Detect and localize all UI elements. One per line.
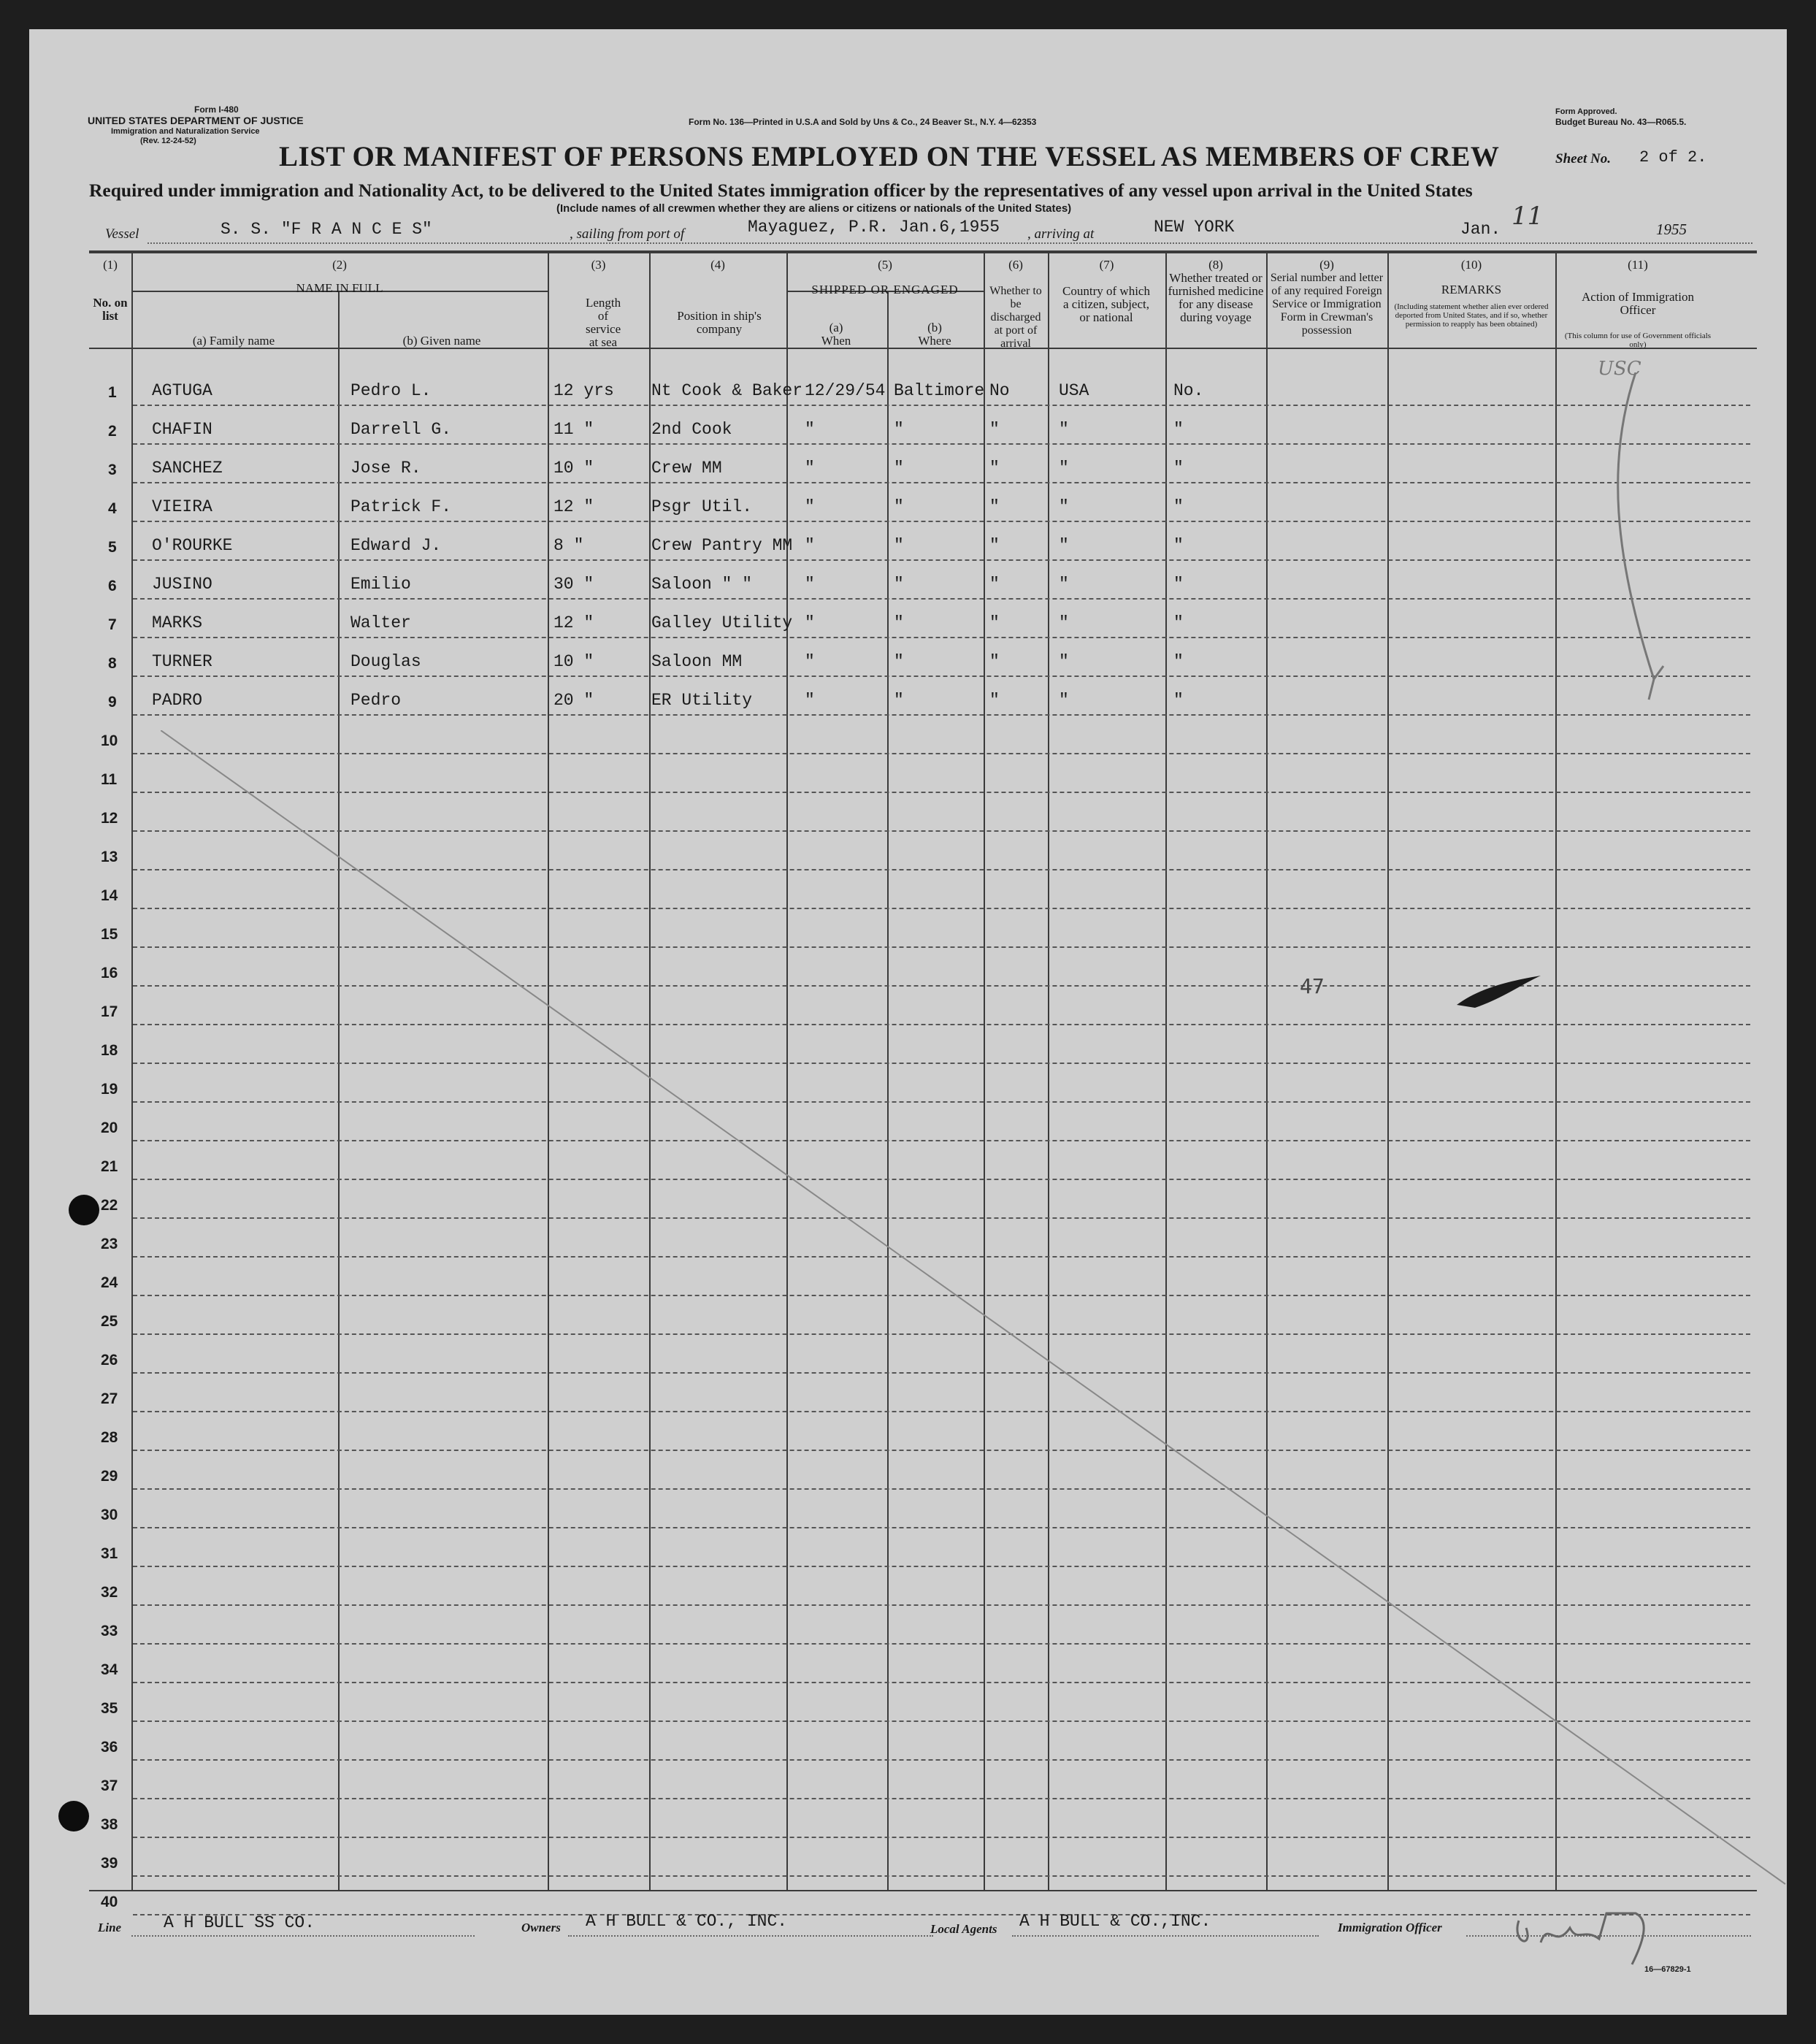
cell-country: "	[1059, 691, 1069, 710]
page-title: LIST OR MANIFEST OF PERSONS EMPLOYED ON THE VESSEL AS MEMBERS OF CREW	[279, 141, 1500, 172]
row-number: 3	[108, 462, 117, 478]
arrival-year: 1955	[1656, 221, 1687, 238]
cell-discharged: "	[989, 613, 1000, 632]
cell-treated: "	[1173, 420, 1184, 439]
row-number: 38	[101, 1816, 118, 1833]
row-line	[133, 559, 1750, 561]
cell-position: Galley Utility	[651, 613, 793, 632]
vessel-underline	[147, 242, 1752, 244]
cell-shipped-when: "	[805, 652, 815, 671]
owners-label: Owners	[521, 1921, 561, 1934]
col6-number: (6)	[1008, 258, 1023, 272]
cell-shipped-when: "	[805, 497, 815, 516]
cell-discharged: "	[989, 536, 1000, 555]
cell-length-of-service: 11 "	[553, 420, 594, 439]
cell-treated: "	[1173, 652, 1184, 671]
officer-label: Immigration Officer	[1338, 1921, 1442, 1934]
budget-bureau: Budget Bureau No. 43—R065.5.	[1555, 117, 1687, 127]
cell-discharged: "	[989, 691, 1000, 710]
row-number: 1	[108, 384, 117, 401]
cell-family-name: MARKS	[152, 613, 203, 632]
cell-shipped-when: 12/29/54	[805, 381, 886, 400]
col10-header: REMARKS	[1441, 283, 1502, 296]
row-number: 20	[101, 1119, 118, 1136]
row-number: 17	[101, 1003, 118, 1020]
row-number: 15	[101, 926, 118, 943]
row-number: 11	[101, 771, 118, 788]
row-line	[133, 598, 1750, 600]
punch-hole	[69, 1195, 99, 1225]
cell-position: 2nd Cook	[651, 420, 732, 439]
row-number: 37	[101, 1777, 118, 1794]
cell-shipped-when: "	[805, 420, 815, 439]
row-number: 6	[108, 578, 117, 594]
table-top-rule	[89, 250, 1757, 253]
cell-discharged: "	[989, 420, 1000, 439]
row-number: 23	[101, 1236, 118, 1252]
row-number: 21	[101, 1158, 118, 1175]
cell-country: "	[1059, 497, 1069, 516]
sailing-label: , sailing from port of	[570, 226, 685, 242]
row-line	[133, 675, 1750, 677]
cell-position: Crew Pantry MM	[651, 536, 793, 555]
sheet-label: Sheet No.	[1555, 151, 1611, 166]
col2-number: (2)	[332, 258, 347, 272]
row-number: 16	[101, 965, 118, 981]
cell-treated: "	[1173, 497, 1184, 516]
col3-header: Length of service at sea	[586, 296, 621, 349]
cell-family-name: AGTUGA	[152, 381, 212, 400]
cell-family-name: CHAFIN	[152, 420, 212, 439]
cell-length-of-service: 12 yrs	[553, 381, 614, 400]
cell-discharged: "	[989, 652, 1000, 671]
row-line	[133, 521, 1750, 522]
cell-shipped-where: "	[894, 691, 904, 710]
cell-country: "	[1059, 459, 1069, 478]
col3-number: (3)	[591, 258, 606, 272]
cell-length-of-service: 20 "	[553, 691, 594, 710]
cell-country: "	[1059, 575, 1069, 594]
cell-given-name: Douglas	[350, 652, 421, 671]
cell-length-of-service: 10 "	[553, 459, 594, 478]
cell-family-name: SANCHEZ	[152, 459, 223, 478]
vessel-label: Vessel	[105, 226, 139, 242]
col11-note: (This column for use of Government officials only)	[1564, 332, 1712, 349]
cell-country: "	[1059, 420, 1069, 439]
row-number: 34	[101, 1661, 118, 1678]
cell-treated: "	[1173, 536, 1184, 555]
cell-given-name: Jose R.	[350, 459, 421, 478]
cell-given-name: Edward J.	[350, 536, 442, 555]
count-annotation: 47	[1300, 974, 1325, 998]
cell-given-name: Emilio	[350, 575, 411, 594]
col4-number: (4)	[710, 258, 725, 272]
agents-value: A H BULL & CO.,INC.	[1019, 1912, 1211, 1931]
col4-header: Position in ship's company	[677, 309, 762, 336]
cell-shipped-where: "	[894, 613, 904, 632]
cell-position: ER Utility	[651, 691, 753, 710]
row-number: 18	[101, 1042, 118, 1059]
cell-country: "	[1059, 613, 1069, 632]
sailing-value: Mayaguez, P.R. Jan.6,1955	[748, 218, 1000, 237]
col10-number: (10)	[1460, 258, 1482, 272]
cell-treated: "	[1173, 459, 1184, 478]
cell-length-of-service: 12 "	[553, 613, 594, 632]
cell-discharged: No	[989, 381, 1010, 400]
col9-header: Serial number and letter of any required Foreign Service or Immigration Form in Crewman's possession	[1270, 272, 1384, 337]
cell-shipped-where: "	[894, 575, 904, 594]
ink-blot	[1453, 970, 1548, 1014]
col2-header: NAME IN FULL	[296, 281, 383, 295]
cell-position: Saloon MM	[651, 652, 743, 671]
cell-discharged: "	[989, 459, 1000, 478]
row-number: 26	[101, 1352, 118, 1369]
row-number: 2	[108, 423, 117, 440]
cell-treated: "	[1173, 691, 1184, 710]
row-number: 36	[101, 1739, 118, 1756]
col6-header: Whether to be discharged at port of arrival	[989, 285, 1042, 350]
row-number: 5	[108, 539, 117, 556]
bracket-mark	[1592, 372, 1679, 738]
row-number: 35	[101, 1700, 118, 1717]
row-number: 4	[108, 500, 117, 517]
owners-value: A H BULL & CO., INC.	[586, 1912, 788, 1931]
cell-shipped-where: "	[894, 652, 904, 671]
col1-header: No. on list	[93, 296, 128, 323]
cell-treated: "	[1173, 575, 1184, 594]
row-number: 30	[101, 1507, 118, 1523]
cell-shipped-when: "	[805, 691, 815, 710]
row-number: 9	[108, 694, 117, 711]
cell-shipped-where: "	[894, 459, 904, 478]
cell-shipped-when: "	[805, 536, 815, 555]
col7-header: Country of which a citizen, subject, or national	[1062, 284, 1150, 324]
cell-position: Nt Cook & Baker	[651, 381, 803, 400]
row-number: 33	[101, 1623, 118, 1639]
cell-length-of-service: 12 "	[553, 497, 594, 516]
col-line	[131, 252, 133, 1891]
form-number: Form I-480	[194, 104, 239, 115]
cell-given-name: Walter	[350, 613, 411, 632]
manifest-page	[29, 29, 1787, 2015]
cell-country: USA	[1059, 381, 1089, 400]
line-underline	[131, 1935, 475, 1937]
row-number: 12	[101, 810, 118, 827]
col11-header: Action of Immigration Officer	[1582, 290, 1694, 317]
row-line	[133, 443, 1750, 445]
agents-underline	[1012, 1935, 1319, 1937]
row-line	[133, 405, 1750, 406]
form-approved: Form Approved.	[1555, 107, 1617, 116]
diagonal-pencil-line	[161, 730, 1789, 1891]
page-subtitle: Required under immigration and Nationality Act, to be delivered to the United States immigration officer by the representatives of any vessel upon arrival in the United States	[89, 180, 1473, 201]
cell-treated: "	[1173, 613, 1184, 632]
line-label: Line	[98, 1921, 122, 1934]
cell-length-of-service: 10 "	[553, 652, 594, 671]
cell-length-of-service: 8 "	[553, 536, 584, 555]
col5a-header: (a) When	[821, 321, 851, 348]
col10-note: (Including statement whether alien ever ordered deported from United States, and if so, whether permission to reapply has been obtained)	[1394, 302, 1549, 329]
col9-number: (9)	[1319, 258, 1334, 272]
cell-given-name: Darrell G.	[350, 420, 452, 439]
row-number: 22	[101, 1197, 118, 1214]
col8-header: Whether treated or furnished medicine for any disease during voyage	[1168, 271, 1264, 324]
row-number: 8	[108, 655, 117, 672]
row-number: 19	[101, 1081, 118, 1098]
col5-header: SHIPPED OR ENGAGED	[811, 283, 959, 296]
col2b-header: (b) Given name	[402, 334, 481, 348]
row-number: 31	[101, 1545, 118, 1562]
form-code: 16—67829-1	[1644, 1965, 1691, 1974]
cell-shipped-when: "	[805, 613, 815, 632]
col5b-header: (b) Where	[918, 321, 951, 348]
row-number: 29	[101, 1468, 118, 1485]
row-number: 13	[101, 849, 118, 865]
row-number: 28	[101, 1429, 118, 1446]
usc-annotation: USC	[1598, 358, 1641, 380]
punch-hole	[58, 1801, 89, 1831]
col11-number: (11)	[1628, 258, 1648, 272]
row-number: 10	[101, 732, 118, 749]
row-number: 25	[101, 1313, 118, 1330]
row-number: 24	[101, 1274, 118, 1291]
cell-treated: No.	[1173, 381, 1204, 400]
arriving-label: , arriving at	[1027, 226, 1095, 242]
cell-shipped-when: "	[805, 459, 815, 478]
page-note: (Include names of all crewmen whether they are aliens or citizens or nationals of the United States)	[556, 202, 1072, 215]
cell-family-name: JUSINO	[152, 575, 212, 594]
cell-family-name: TURNER	[152, 652, 212, 671]
col8-number: (8)	[1208, 258, 1223, 272]
cell-country: "	[1059, 536, 1069, 555]
service-name: Immigration and Naturalization Service	[111, 127, 260, 136]
cell-discharged: "	[989, 575, 1000, 594]
revision: (Rev. 12-24-52)	[140, 137, 196, 145]
cell-position: Saloon " "	[651, 575, 753, 594]
cell-given-name: Pedro L.	[350, 381, 432, 400]
printer-line: Form No. 136—Printed in U.S.A and Sold by Uns & Co., 24 Beaver St., N.Y. 4—62353	[689, 117, 1037, 127]
row-number: 14	[101, 887, 118, 904]
row-line	[133, 637, 1750, 638]
cell-family-name: VIEIRA	[152, 497, 212, 516]
department-name: UNITED STATES DEPARTMENT OF JUSTICE	[88, 115, 304, 126]
row-number: 39	[101, 1855, 118, 1872]
row-number: 27	[101, 1390, 118, 1407]
col5-number: (5)	[878, 258, 892, 272]
row-number: 7	[108, 616, 117, 633]
agents-label: Local Agents	[930, 1922, 997, 1936]
owners-underline	[568, 1935, 933, 1937]
cell-position: Psgr Util.	[651, 497, 753, 516]
arrival-month: Jan.	[1460, 220, 1501, 239]
cell-shipped-where: Baltimore	[894, 381, 985, 400]
line-value: A H BULL SS CO.	[164, 1913, 315, 1932]
arriving-value: NEW YORK	[1154, 218, 1235, 237]
cell-family-name: O'ROURKE	[152, 536, 233, 555]
cell-length-of-service: 30 "	[553, 575, 594, 594]
cell-given-name: Patrick F.	[350, 497, 452, 516]
cell-position: Crew MM	[651, 459, 722, 478]
cell-shipped-when: "	[805, 575, 815, 594]
cell-given-name: Pedro	[350, 691, 402, 710]
cell-discharged: "	[989, 497, 1000, 516]
row-number: 40	[101, 1894, 118, 1910]
row-line	[133, 482, 1750, 483]
cell-shipped-where: "	[894, 536, 904, 555]
sheet-value: 2 of 2.	[1639, 148, 1707, 166]
arrival-day: 11	[1512, 202, 1544, 231]
cell-family-name: PADRO	[152, 691, 203, 710]
col2a-header: (a) Family name	[192, 334, 275, 348]
col1-number: (1)	[103, 258, 118, 272]
cell-country: "	[1059, 652, 1069, 671]
cell-shipped-where: "	[894, 497, 904, 516]
vessel-value: S. S. "F R A N C E S"	[221, 220, 432, 239]
col7-number: (7)	[1099, 258, 1114, 272]
cell-shipped-where: "	[894, 420, 904, 439]
row-line	[133, 714, 1750, 716]
row-number: 32	[101, 1584, 118, 1601]
